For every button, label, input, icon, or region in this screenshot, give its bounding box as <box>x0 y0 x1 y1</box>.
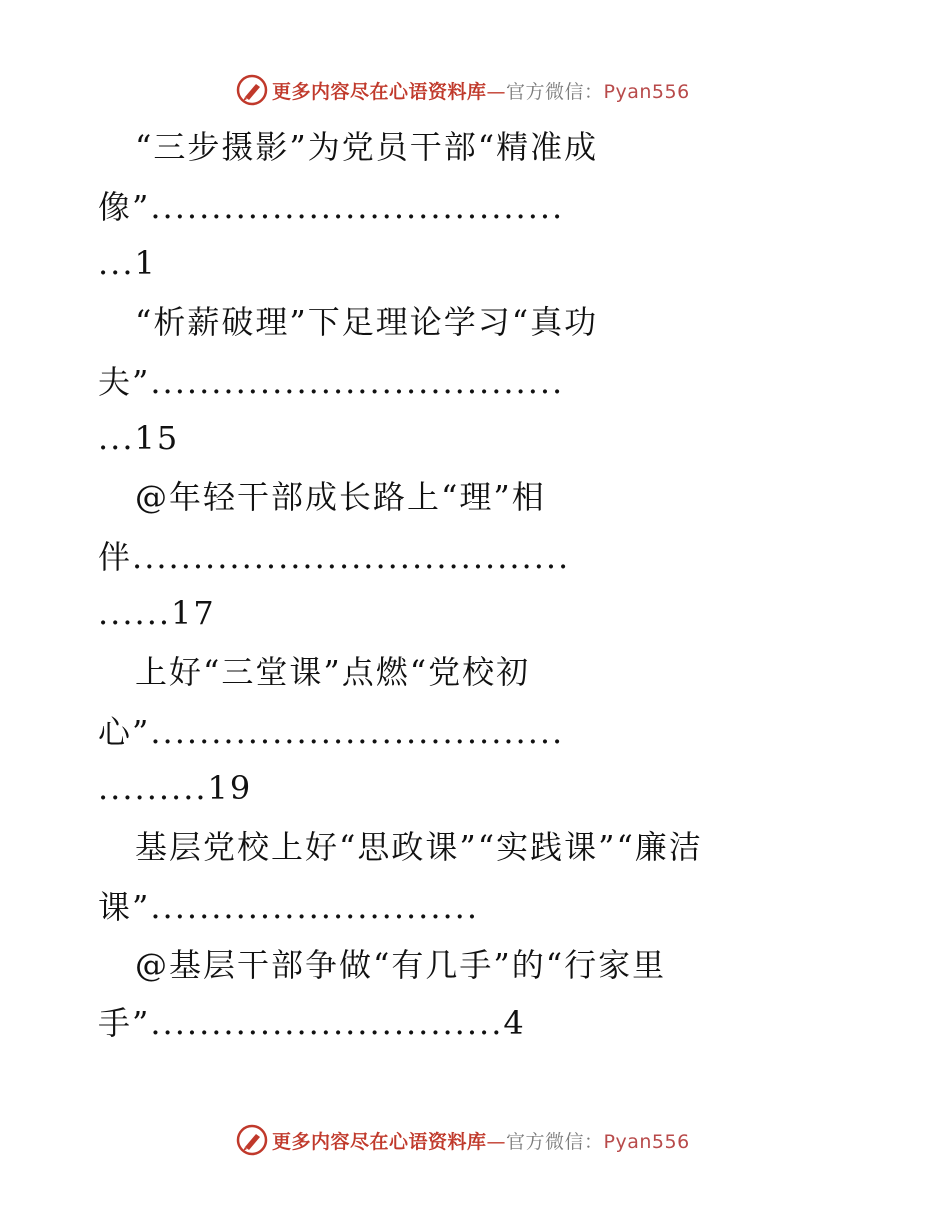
header-watermark <box>236 73 690 107</box>
toc-entry-title: “三步摄影”为党员干部“精准成 <box>135 128 599 166</box>
toc-entry-leader: 像”.................................. <box>98 188 565 226</box>
watermark-wechat-id: Pyan556 <box>603 1130 690 1153</box>
toc-entry-title: 基层党校上好“思政课”“实践课”“廉洁 <box>135 828 703 866</box>
toc-entry-leader: 心”.................................. <box>98 713 565 751</box>
watermark-label: 官方微信： <box>506 1130 604 1153</box>
toc-entry-title: 上好“三堂课”点燃“党校初 <box>135 653 531 691</box>
watermark-dash: — <box>486 80 507 103</box>
watermark-brand: 更多内容尽在心语资料库 <box>272 1130 487 1153</box>
toc-entry-title: “析薪破理”下足理论学习“真功 <box>135 303 599 341</box>
watermark-label: 官方微信： <box>506 80 604 103</box>
toc-entry-page: ......17 <box>98 594 216 632</box>
toc-entry-title: @年轻干部成长路上“理”相 <box>135 478 546 516</box>
toc-entry-page: ...15 <box>98 419 180 457</box>
toc-entry-leader: 夫”.................................. <box>98 363 565 401</box>
toc-entry-page: .........19 <box>98 769 253 807</box>
footer-watermark <box>236 1123 690 1157</box>
toc-entry-page: ...1 <box>98 244 157 282</box>
pen-logo-icon <box>236 74 268 106</box>
watermark-dash: — <box>486 1130 507 1153</box>
watermark-wechat-id: Pyan556 <box>603 80 690 103</box>
toc-entry-leader: 手”.............................4 <box>98 1004 526 1042</box>
toc-entry-leader: 伴.................................... <box>98 538 571 576</box>
watermark-brand: 更多内容尽在心语资料库 <box>272 80 487 103</box>
pen-logo-icon <box>236 1124 268 1156</box>
toc-entry-title: @基层干部争做“有几手”的“行家里 <box>135 946 667 984</box>
toc-entry-leader: 课”........................... <box>98 888 480 926</box>
